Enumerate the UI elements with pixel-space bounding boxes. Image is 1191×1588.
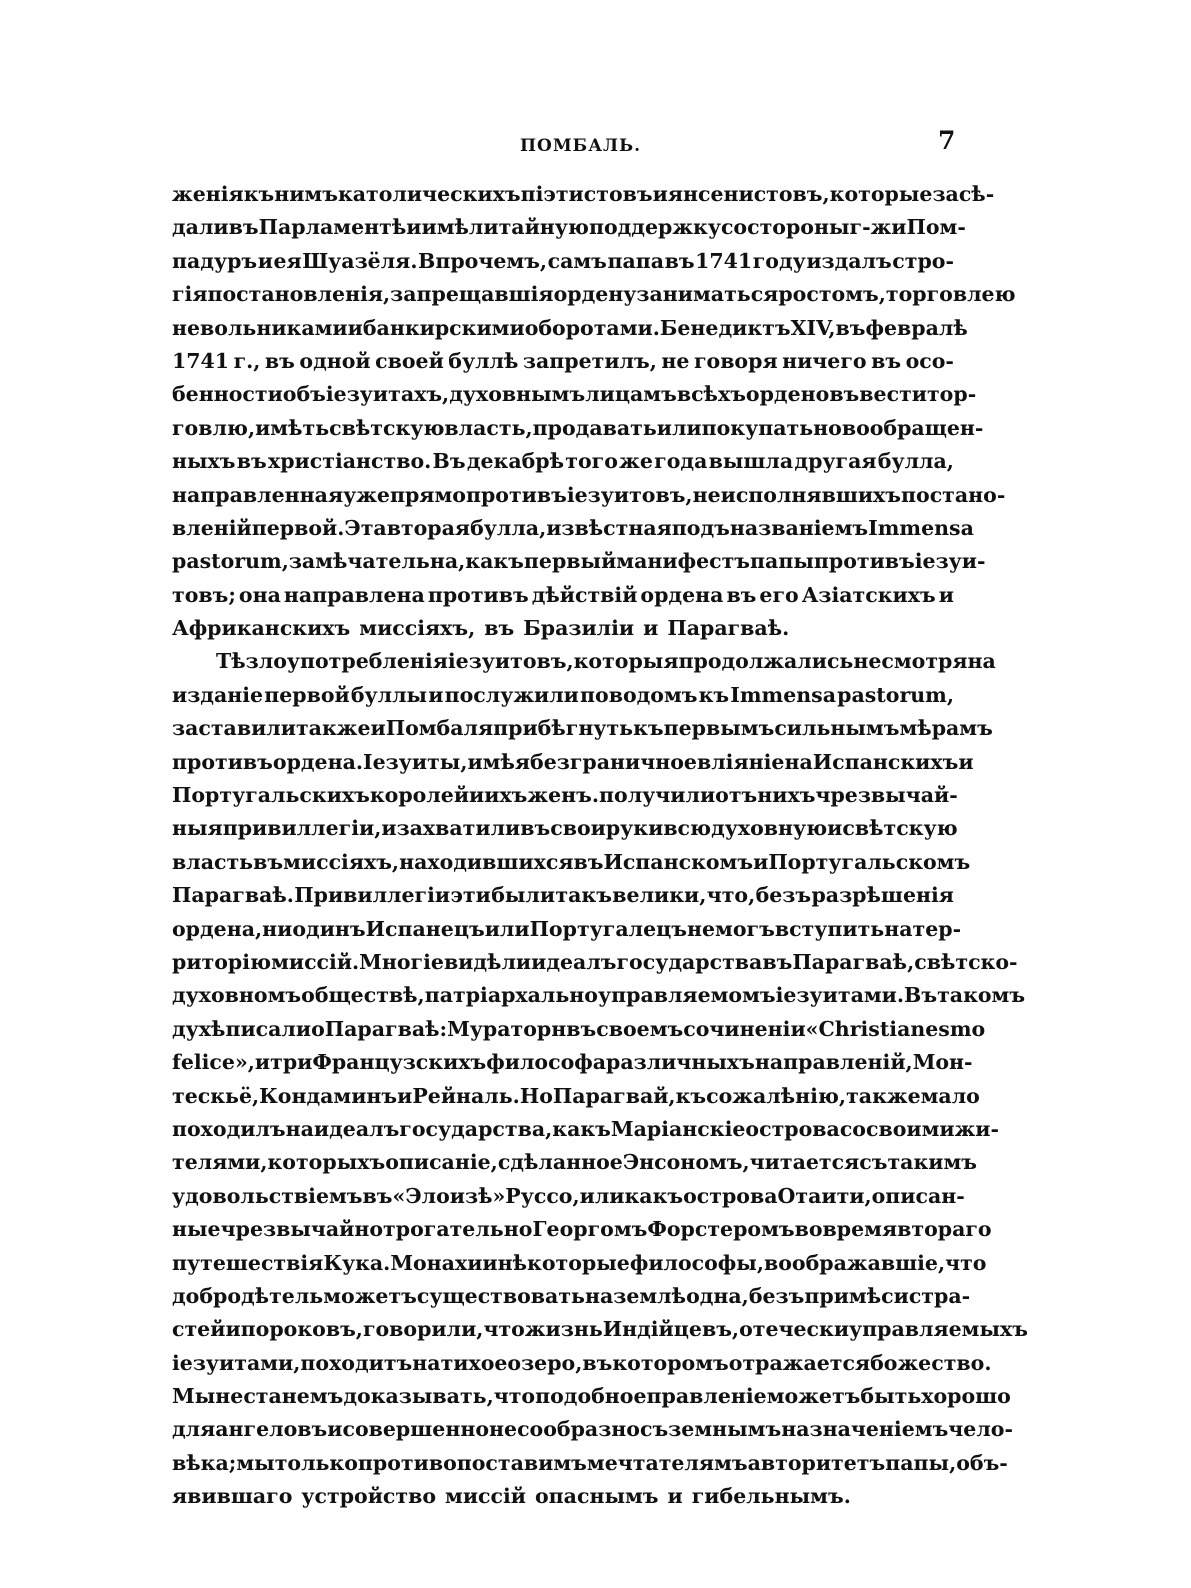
text-line: женія къ нимъ католическихъ піэтистовъ и янсенистовъ, которые засѣ-: [172, 182, 995, 206]
text-line: Африканскихъ миссіяхъ, въ Бразиліи и Парагваѣ.: [172, 616, 790, 641]
text-line: іезуитами, походитъ на тихое озеро, въ которомъ отражается божество.: [172, 1350, 992, 1375]
text-line: добродѣтель можетъ существовать на землѣ одна, безъ примѣси стра-: [172, 1283, 971, 1308]
text-line: pastorum, замѣчательна, какъ первый манифестъ папы противъ іезуи-: [172, 549, 986, 574]
text-line: невольниками и банкирскими оборотами. Бенедиктъ XIV, въ февралѣ: [172, 315, 968, 340]
text-line: путешествія Кука. Монахи и нѣкоторые философы, воображавшіе, что: [172, 1250, 987, 1275]
text-line: ныя привиллегіи, и захватили въ свои руки всю духовную и свѣтскую: [172, 816, 958, 841]
text-line: походилъ на идеалъ государства, какъ Маріанскіе острова со своими жи-: [172, 1116, 1000, 1141]
text-line: власть въ миссіяхъ, находившихся въ Испанскомъ и Португальскомъ: [172, 849, 971, 874]
text-line: Парагваѣ. Привиллегіи эти были такъ велики, что, безъ разрѣшенія: [172, 883, 954, 908]
text-line: падуръ и ея Шуазёля. Впрочемъ, самъ папа въ 1741 году издалъ стро-: [172, 248, 954, 273]
running-title: ПОМБАЛЬ.: [520, 136, 642, 156]
text-line: товъ; она направлена противъ дѣйствій ордена въ его Азіатскихъ и: [172, 582, 954, 607]
text-line: изданіе первой буллы и послужили поводомъ къ Immensa pastorum,: [172, 682, 954, 707]
text-line: для ангеловъ и совершенно несообразно съ земнымъ назначеніемъ чело-: [172, 1417, 1013, 1442]
text-line: телями, которыхъ описаніе, сдѣланное Энсономъ, читается съ такимъ: [172, 1150, 977, 1175]
text-line: ордена, ни одинъ Испанецъ или Португалецъ не могъ вступить на тер-: [172, 916, 962, 941]
text-line: противъ ордена. Іезуиты, имѣя безграничное вліяніе на Испанскихъ и: [172, 749, 974, 774]
text-line: направленная уже прямо противъ іезуитовъ, неисполнявшихъ постано-: [172, 482, 1006, 507]
text-line: Тѣ злоупотребленія іезуитовъ, которыя продолжались несмотря на: [216, 649, 996, 674]
text-line: тескьё, Кондаминъ и Рейналь. Но Парагвай, къ сожалѣнію, также мало: [172, 1083, 980, 1108]
text-line: удовольствіемъ въ «Элоизѣ» Руссо, или какъ острова Отаити, описан-: [172, 1183, 965, 1208]
text-line: гія постановленія, запрещавшія ордену заниматься ростомъ, торговлею: [172, 282, 1016, 307]
text-line: 1741 г., въ одной своей буллѣ запретилъ, не говоря ничего въ осо-: [172, 348, 954, 373]
page-number: 7: [938, 126, 956, 155]
text-line: стей и пороковъ, говорили, что жизнь Индійцевъ, отечески управляемыхъ: [172, 1317, 1028, 1342]
text-line: духовномъ обществѣ, патріархально управляемомъ іезуитами. Въ такомъ: [172, 983, 1026, 1008]
text-line: явившаго устройство миссій опаснымъ и гибельнымъ.: [172, 1484, 851, 1509]
text-line: ныхъ въ христіанство. Въ декабрѣ того же года вышла другая булла,: [172, 449, 954, 474]
text-line: духѣ писали о Парагваѣ: Мураторн въ своемъ сочиненіи «Christianesmo: [172, 1016, 986, 1041]
text-line: вленій первой. Эта вторая булла, извѣстная подъ названіемъ Immensa: [172, 515, 974, 540]
text-line: риторію миссій. Многіе видѣли идеалъ государства въ Парагваѣ, свѣтско-: [172, 949, 1018, 974]
text-line: говлю, имѣть свѣтскую власть, продавать или покупать новообращен-: [172, 415, 984, 440]
text-line: бенности объ іезуитахъ, духовнымъ лицамъ всѣхъ орденовъ вести тор-: [172, 382, 977, 407]
body-text: [172, 178, 1028, 1514]
text-line: ные чрезвычайно трогательно Георгомъ Форстеромъ во время втораго: [172, 1217, 992, 1242]
text-line: Португальскихъ королей и ихъ женъ. получили отъ нихъ чрезвычай-: [172, 783, 958, 808]
text-line: Мы не станемъ доказывать, что подобное правленіе можетъ быть хорошо: [172, 1384, 1011, 1409]
text-line: дали въ Парламентѣ и имѣли тайную поддержку со стороны г-жи Пом-: [172, 215, 966, 240]
text-line: felice», и три Французскихъ философа различныхъ направленій, Мон-: [172, 1050, 973, 1075]
text-line: заставили также и Помбаля прибѣгнуть къ первымъ сильнымъ мѣрамъ: [172, 716, 993, 741]
text-line: вѣка; мы только противопоставимъ мечтателямъ авторитетъ папы, объ-: [172, 1450, 1008, 1475]
